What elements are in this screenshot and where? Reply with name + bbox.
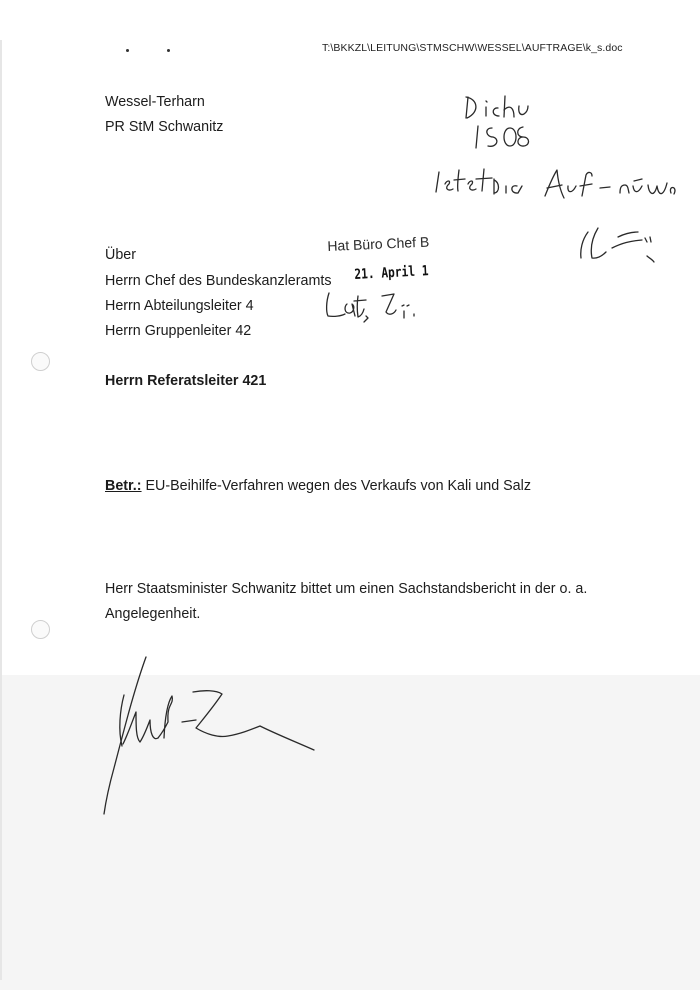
subject-label: Betr.:: [105, 478, 142, 494]
sender-office: PR StM Schwanitz: [105, 119, 224, 135]
handwritten-initial-note: [327, 293, 414, 322]
subject-text: EU-Beihilfe-Verfahren wegen des Verkaufs von Kali und Salz: [141, 478, 531, 494]
sender-name: Wessel-Terharn: [105, 94, 205, 110]
routing-ueber: Über: [105, 247, 136, 263]
routing-gruppenleiter: Herrn Gruppenleiter 42: [105, 323, 252, 339]
routing-abteilungsleiter: Herrn Abteilungsleiter 4: [105, 298, 254, 314]
file-path-header: T:\BKKZL\LEITUNG\STMSCHW\WESSEL\AUFTRAGE\k_s.doc: [322, 42, 623, 54]
office-stamp: Hat Büro Chef B: [327, 233, 430, 254]
routing-referatsleiter: Herrn Referatsleiter 421: [105, 373, 267, 389]
body-line-2: Angelegenheit.: [105, 606, 201, 622]
handwritten-margin-notes: [436, 96, 675, 262]
body-line-1: Herr Staatsminister Schwanitz bittet um einen Sachstandsbericht in der o. a.: [105, 581, 588, 597]
handwritten-signature: [104, 657, 314, 814]
date-stamp: 21. April 1: [354, 263, 429, 283]
routing-chef: Herrn Chef des Bundeskanzleramts: [105, 273, 332, 289]
